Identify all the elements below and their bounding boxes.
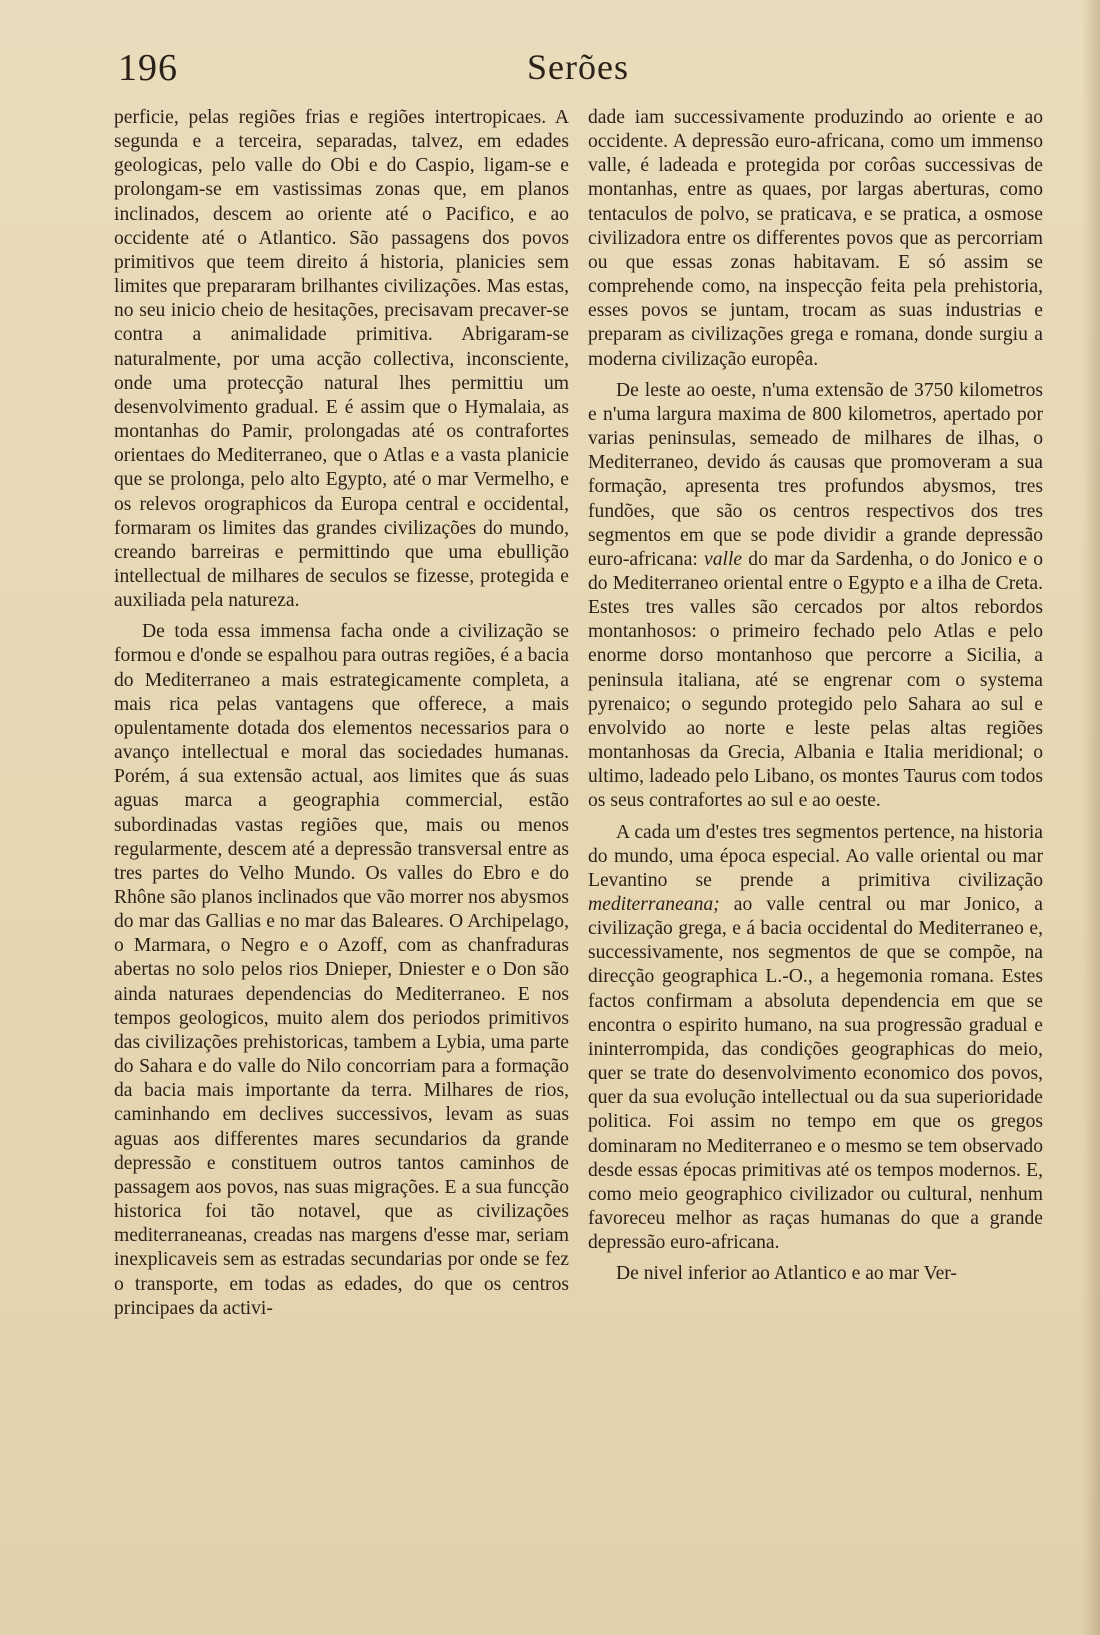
page-header <box>118 46 1038 96</box>
right-column <box>588 106 1043 1287</box>
left-column <box>114 106 569 1321</box>
paragraph-text: De leste ao oeste, n'uma extensão de 3750 kilometros e n'uma largura maxima de 800 kilometros, apertado por varias peninsulas, semeado de milhares de ilhas, o Mediterraneo, devido ás causas que promoveram a sua formação, apresenta tres profundos abysmos, tres fundões, que são os centros respectivos dos tres segmentos em que se pode dividir a grande depressão euro-africana: <box>588 379 1043 570</box>
italic-term: mediterraneana; <box>588 894 720 915</box>
italic-term: valle <box>704 548 743 570</box>
paragraph-text: do mar da Sardenha, o do Jonico e o do Mediterraneo oriental entre o Egypto e a ilha de Creta. Estes tres valles são cercados por altos rebordos montanhosos: o primeiro fechado pelo Atlas e pelo enorme dorso montanhoso que percorre a Sicilia, a peninsula italiana, até se engrenar com o systema pyrenaico; o segundo protegido pelo Sahara ao sul e envolvido ao norte e leste pelas altas regiões montanhosas da Grecia, Albania e Italia meridional; o ultimo, ladeado pelo Libano, os montes Taurus com todos os seus contrafortes ao sul e ao oeste. <box>588 548 1043 812</box>
paragraph <box>588 379 1043 814</box>
running-title: Serões <box>527 47 629 87</box>
paragraph-text: A cada um d'estes tres segmentos pertence, na historia do mundo, uma época especial. Ao valle oriental ou mar Levantino se prende a primitiva civilização <box>588 821 1043 891</box>
page-number: 196 <box>118 47 178 89</box>
paragraph-text: ao valle central ou mar Jonico, a civilização grega, e á bacia occidental do Mediterraneo e, successivamente, nos segmentos de que se compõe, na direcção geographica L.-O., a hegemonia romana. Estes factos confirmam a absoluta dependencia em que se encontra o espirito humano, na sua progressão gradual e ininterrompida, das condições geographicas do meio, quer se trate do desenvolvimento economico dos povos, quer da sua evolução intellectual ou da sua superioridade politica. Foi assim no tempo em que os gregos dominaram no Mediterraneo e o mesmo se tem observado desde essas épocas primitivas até os tempos modernos. E, como meio geographico civilizador ou cultural, nenhum favoreceu melhor as raças humanas do que a grande depressão euro-africana. <box>588 894 1043 1254</box>
paragraph: De nivel inferior ao Atlantico e ao mar Ver- <box>616 1263 957 1285</box>
page-edge-shadow <box>1082 0 1100 1635</box>
paragraph <box>588 821 1043 1256</box>
paragraph: De toda essa immensa facha onde a civilização se formou e d'onde se espalhou para outras regiões, é a bacia do Mediterraneo a mais estrategicamente completa, a mais rica pelas vantagens que offerece, a mais opulentamente dotada dos elementos necessarios para o avanço intellectual e moral das sociedades humanas. Porém, á sua extensão actual, aos limites que ás suas aguas marca a geographia commercial, estão subordinadas vastas regiões que, mais ou menos regularmente, descem até a depressão transversal entre as tres partes do Velho Mundo. Os valles do Ebro e do Rhône são planos inclinados que vão morrer nos abysmos do mar das Gallias e no mar das Baleares. O Archipelago, o Marmara, o Negro e o Azoff, com as chanfraduras abertas no solo pelos rios Dnieper, Dniester e o Don são ainda naturaes dependencias do Mediterraneo. E nos tempos geologicos, muito alem dos periodos primitivos das civilizações prehistoricas, tambem a Lybia, uma parte do Sahara e do valle do Nilo concorriam para a formação da bacia mais importante da terra. Milhares de rios, caminhando em declives successivos, levam as suas aguas aos differentes mares secundarios da grande depressão e constituem outros tantos caminhos de passagem aos povos, nas suas migrações. E a sua funcção historica foi tão notavel, que as civilizações mediterraneanas, creadas nas margens d'esse mar, seriam inexplicaveis sem as estradas secundarias por onde se fez o transporte, em todas as edades, do que os centros principaes da activi- <box>114 621 569 1319</box>
paragraph: perficie, pelas regiões frias e regiões intertropicaes. A segunda e a terceira, separadas, talvez, em edades geologicas, pelo valle do Obi e do Caspio, ligam-se e prolongam-se em vastissimas zonas que, em planos inclinados, descem ao oriente até o Pacifico, e ao occidente até o Atlantico. São passagens dos povos primitivos que teem direito á historia, planicies sem limites que prepararam brilhantes civilizações. Mas estas, no seu inicio cheio de hesitações, precisavam precaver-se contra a animalidade primitiva. Abrigaram-se naturalmente, por uma acção collectiva, inconsciente, onde uma protecção natural lhes permittiu um desenvolvimento gradual. E é assim que o Hymalaia, as montanhas do Pamir, prolongadas até os contrafortes orientaes do Mediterraneo, que o Atlas e a vasta planicie que se prolonga, pelo alto Egypto, até o mar Vermelho, e os relevos orographicos da Europa central e occidental, formaram os limites das grandes civilizações do mundo, creando barreiras e permittindo que uma ebullição intellectual de milhares de seculos se fizesse, protegida e auxiliada pela natureza. <box>114 107 569 612</box>
paragraph: dade iam successivamente produzindo ao oriente e ao occidente. A depressão euro-africana, como um immenso valle, é ladeada e protegida por corôas successivas de montanhas, entre as quaes, por largas aberturas, como tentaculos de polvo, se praticava, e se pratica, a osmose civilizadora entre os differentes povos que as percorriam ou que essas zonas habitavam. E só assim se comprehende como, na inspecção feita pela prehistoria, esses povos se juntam, trocam as suas industrias e preparam as civilizações grega e romana, donde surgiu a moderna civilização europêa. <box>588 107 1043 370</box>
